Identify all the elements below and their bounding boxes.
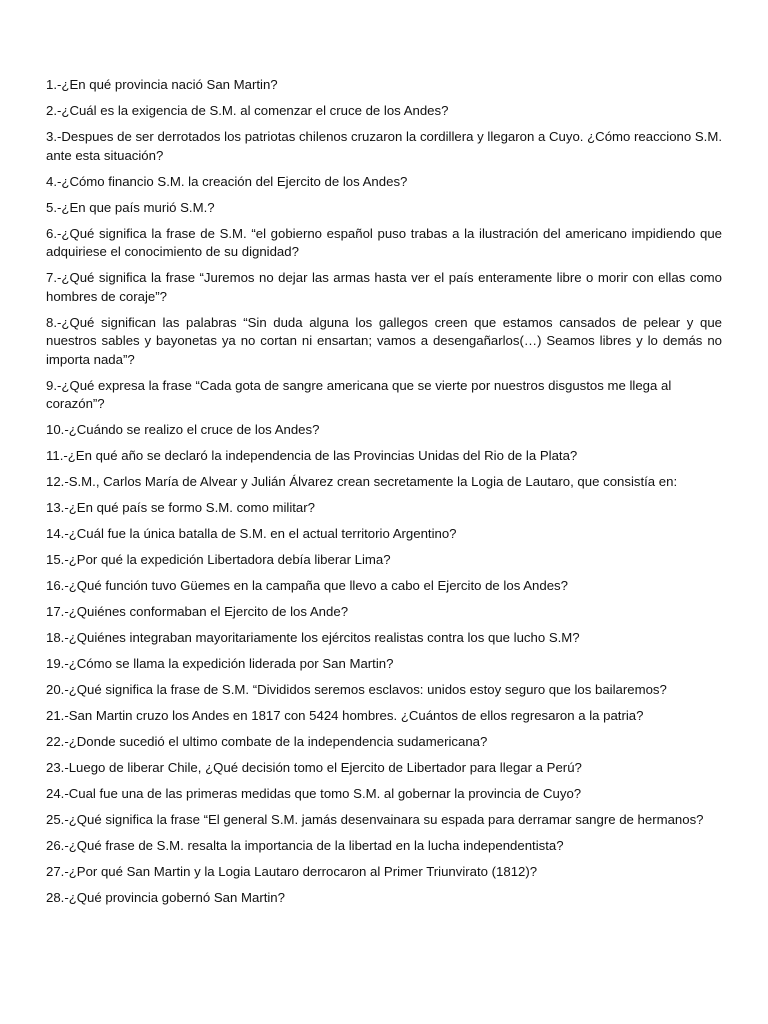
question-12: 12.-S.M., Carlos María de Alvear y Julián Álvarez crean secretamente la Logia de Lautaro, que consistía en: [46,474,678,489]
question-11: 11.-¿En qué año se declaró la independencia de las Provincias Unidas del Rio de la Plata? [46,448,578,463]
question-list [46,76,722,915]
question-18: 18.-¿Quiénes integraban mayoritariamente los ejércitos realistas contra los que lucho S.M? [46,630,580,645]
question-15: 15.-¿Por qué la expedición Libertadora debía liberar Lima? [46,552,391,567]
question-5: 5.-¿En que país murió S.M.? [46,199,215,215]
question-20: 20.-¿Qué significa la frase de S.M. “Divididos seremos esclavos: unidos estoy seguro que los bailaremos? [46,682,667,697]
question-17: 17.-¿Quiénes conformaban el Ejercito de los Ande? [46,604,349,619]
question-2: 2.-¿Cuál es la exigencia de S.M. al comenzar el cruce de los Andes? [46,103,449,118]
question-8: 8.-¿Qué significan las palabras “Sin duda alguna los gallegos creen que estamos cansados de pelear y que nuestros sables y bayonetas ya no cortan ni ensartan; vamos a desengañarlos(…) Seamos libres y lo demás no importa nada”? [46,314,722,367]
question-13: 13.-¿En qué país se formo S.M. como militar? [46,500,315,515]
question-28: 28.-¿Qué provincia gobernó San Martin? [46,890,285,905]
question-22: 22.-¿Donde sucedió el ultimo combate de la independencia sudamericana? [46,734,488,749]
question-9: 9.-¿Qué expresa la frase “Cada gota de sangre americana que se vierte por nuestros disgustos me llega al corazón”? [46,377,672,411]
question-7: 7.-¿Qué significa la frase “Juremos no dejar las armas hasta ver el país enteramente libre o morir con ellas como hombres de coraje”? [46,270,722,304]
question-26: 26.-¿Qué frase de S.M. resalta la importancia de la libertad en la lucha independentista? [46,838,564,853]
question-6: 6.-¿Qué significa la frase de S.M. “el gobierno español puso trabas a la ilustración del americano impidiendo que adquiriese el conocimiento de su dignidad? [46,225,722,259]
question-19: 19.-¿Cómo se llama la expedición liderada por San Martin? [46,656,394,671]
question-14: 14.-¿Cuál fue la única batalla de S.M. en el actual territorio Argentino? [46,526,457,541]
question-16: 16.-¿Qué función tuvo Güemes en la campaña que llevo a cabo el Ejercito de los Andes? [46,578,568,593]
question-27: 27.-¿Por qué San Martin y la Logia Lautaro derrocaron al Primer Triunvirato (1812)? [46,864,538,879]
question-21: 21.-San Martin cruzo los Andes en 1817 con 5424 hombres. ¿Cuántos de ellos regresaron a la patria? [46,708,644,723]
question-10: 10.-¿Cuándo se realizo el cruce de los Andes? [46,422,320,437]
question-25: 25.-¿Qué significa la frase “El general S.M. jamás desenvainara su espada para derramar sangre de hermanos? [46,812,704,827]
question-4: 4.-¿Cómo financio S.M. la creación del Ejercito de los Andes? [46,173,408,189]
question-23: 23.-Luego de liberar Chile, ¿Qué decisión tomo el Ejercito de Libertador para llegar a Perú? [46,760,582,775]
question-1: 1.-¿En qué provincia nació San Martin? [46,77,278,92]
question-3: 3.-Despues de ser derrotados los patriotas chilenos cruzaron la cordillera y llegaron a Cuyo. ¿Cómo reacciono S.M. ante esta situación? [46,129,722,163]
question-24: 24.-Cual fue una de las primeras medidas que tomo S.M. al gobernar la provincia de Cuyo? [46,786,582,801]
